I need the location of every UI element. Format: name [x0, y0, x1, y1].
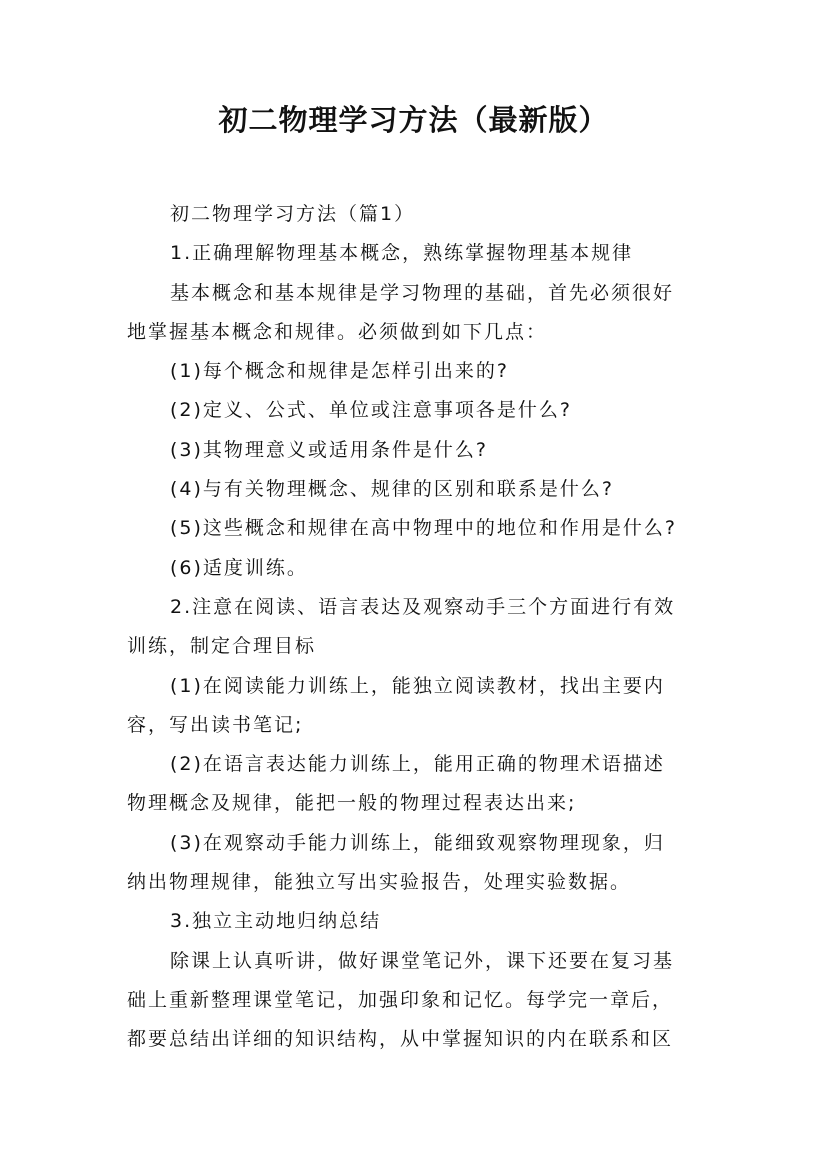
document-body — [127, 195, 715, 1060]
paragraph-line: (6)适度训练。 — [170, 556, 308, 579]
paragraph-line: (3)其物理意义或适用条件是什么? — [170, 438, 488, 461]
paragraph-line: 3.独立主动地归纳总结 — [170, 910, 382, 933]
document-title: 初二物理学习方法（最新版） — [218, 103, 609, 137]
paragraph-line: 初二物理学习方法（篇1） — [170, 203, 416, 225]
paragraph-line: (2)在语言表达能力训练上，能用正确的物理术语描述 — [170, 753, 665, 776]
paragraph-line: 物理概念及规律，能把一般的物理过程表达出来; — [127, 792, 577, 815]
paragraph-line: 础上重新整理课堂笔记，加强印象和记忆。每学完一章后， — [127, 988, 674, 1011]
paragraph-line: 除课上认真听讲，做好课堂笔记外，课下还要在复习基 — [170, 949, 675, 972]
paragraph-line: (1)在阅读能力训练上，能独立阅读教材，找出主要内 — [170, 674, 665, 697]
paragraph-line: 都要总结出详细的知识结构，从中掌握知识的内在联系和区 — [127, 1028, 674, 1051]
paragraph-line: 2.注意在阅读、语言表达及观察动手三个方面进行有效 — [170, 595, 676, 618]
paragraph-line: (2)定义、公式、单位或注意事项各是什么? — [170, 399, 572, 422]
paragraph-line: (5)这些概念和规律在高中物理中的地位和作用是什么? — [170, 517, 677, 540]
paragraph-line: 地掌握基本概念和规律。必须做到如下几点： — [127, 320, 548, 343]
paragraph-line: 1.正确理解物理基本概念，熟练掌握物理基本规律 — [170, 242, 634, 265]
paragraph-line: 训练，制定合理目标 — [127, 635, 317, 658]
paragraph-line: 基本概念和基本规律是学习物理的基础，首先必须很好 — [170, 281, 675, 304]
paragraph-line: (1)每个概念和规律是怎样引出来的? — [170, 360, 509, 383]
paragraph-line: (3)在观察动手能力训练上，能细致观察物理现象，归 — [170, 831, 665, 854]
paragraph-line: (4)与有关物理概念、规律的区别和联系是什么? — [170, 478, 614, 501]
paragraph-line: 容，写出读书笔记; — [127, 713, 304, 736]
paragraph-line: 纳出物理规律，能独立写出实验报告，处理实验数据。 — [127, 871, 632, 894]
